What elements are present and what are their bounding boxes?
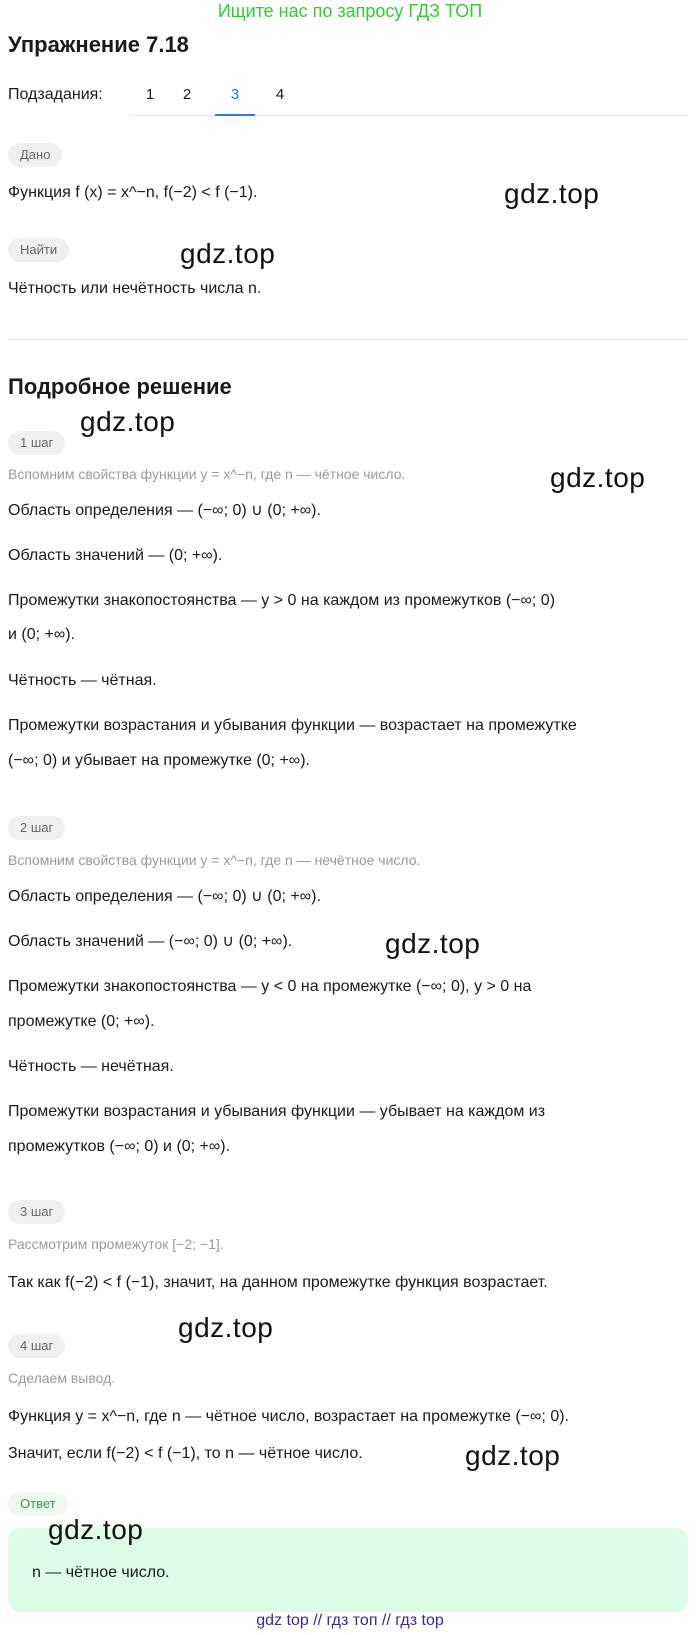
find-chip: Найти: [8, 238, 69, 262]
answer-chip: Ответ: [8, 1492, 68, 1516]
tab-subtask-3[interactable]: 3: [215, 80, 255, 116]
step-2-line: промежутке (0; +∞).: [8, 1013, 155, 1030]
step-1-line: Область значений — (0; +∞).: [8, 547, 223, 564]
step-3-line: Так как f(−2) < f (−1), значит, на данном промежутке функция возрастает.: [8, 1274, 548, 1291]
tab-subtask-2[interactable]: 2: [182, 86, 192, 103]
step-2-line: Промежутки знакопостоянства — y < 0 на промежутке (−∞; 0), y > 0 на: [8, 978, 532, 995]
watermark: gdz.top: [80, 406, 176, 437]
step-3-intro: Рассмотрим промежуток [−2; −1].: [8, 1236, 224, 1252]
watermark: gdz.top: [465, 1440, 561, 1471]
step-4-chip: 4 шаг: [8, 1334, 65, 1358]
subtasks-tabs: [130, 80, 688, 116]
tab-subtask-4[interactable]: 4: [275, 86, 285, 103]
section-divider: [8, 339, 688, 340]
answer-text: n — чётное число.: [32, 1564, 170, 1581]
given-chip: Дано: [8, 143, 62, 167]
watermark: gdz.top: [178, 1312, 274, 1343]
step-2-line: Область значений — (−∞; 0) ∪ (0; +∞).: [8, 933, 293, 950]
step-2-chip: 2 шаг: [8, 816, 65, 840]
watermark: gdz.top: [180, 238, 276, 269]
step-2-line: Чётность — нечётная.: [8, 1058, 174, 1075]
footer-links[interactable]: gdz top // гдз топ // гдз top: [256, 1612, 444, 1629]
find-text: Чётность или нечётность числа n.: [8, 280, 262, 297]
tab-subtask-1[interactable]: 1: [145, 86, 155, 103]
step-1-line: и (0; +∞).: [8, 626, 76, 643]
page-title: Упражнение 7.18: [8, 32, 189, 57]
given-text: Функция f (x) = x^−n, f(−2) < f (−1).: [8, 184, 258, 201]
step-2-intro: Вспомним свойства функции y = x^−n, где n — нечётное число.: [8, 852, 421, 868]
step-3-chip: 3 шаг: [8, 1200, 65, 1224]
subtasks-label: Подзадания:: [8, 86, 103, 103]
step-1-line: (−∞; 0) и убывает на промежутке (0; +∞).: [8, 752, 310, 769]
step-4-line: Значит, если f(−2) < f (−1), то n — чётное число.: [8, 1445, 363, 1462]
solution-heading: Подробное решение: [8, 374, 232, 399]
step-1-line: Промежутки возрастания и убывания функции — возрастает на промежутке: [8, 717, 577, 734]
watermark: gdz.top: [385, 928, 481, 959]
watermark: gdz.top: [504, 178, 600, 209]
step-1-line: Область определения — (−∞; 0) ∪ (0; +∞).: [8, 502, 321, 519]
watermark: gdz.top: [48, 1514, 144, 1545]
step-1-line: Чётность — чётная.: [8, 672, 157, 689]
watermark: gdz.top: [550, 462, 646, 493]
step-1-line: Промежутки знакопостоянства — y > 0 на каждом из промежутков (−∞; 0): [8, 592, 556, 609]
step-2-line: Область определения — (−∞; 0) ∪ (0; +∞).: [8, 888, 321, 905]
step-4-intro: Сделаем вывод.: [8, 1370, 116, 1386]
step-1-intro: Вспомним свойства функции y = x^−n, где n — чётное число.: [8, 466, 406, 482]
promo-banner[interactable]: Ищите нас по запросу ГДЗ ТОП: [217, 1, 483, 21]
step-1-chip: 1 шаг: [8, 431, 65, 455]
step-2-line: Промежутки возрастания и убывания функции — убывает на каждом из: [8, 1103, 546, 1120]
step-4-line: Функция y = x^−n, где n — чётное число, возрастает на промежутке (−∞; 0).: [8, 1408, 569, 1425]
step-2-line: промежутков (−∞; 0) и (0; +∞).: [8, 1138, 231, 1155]
